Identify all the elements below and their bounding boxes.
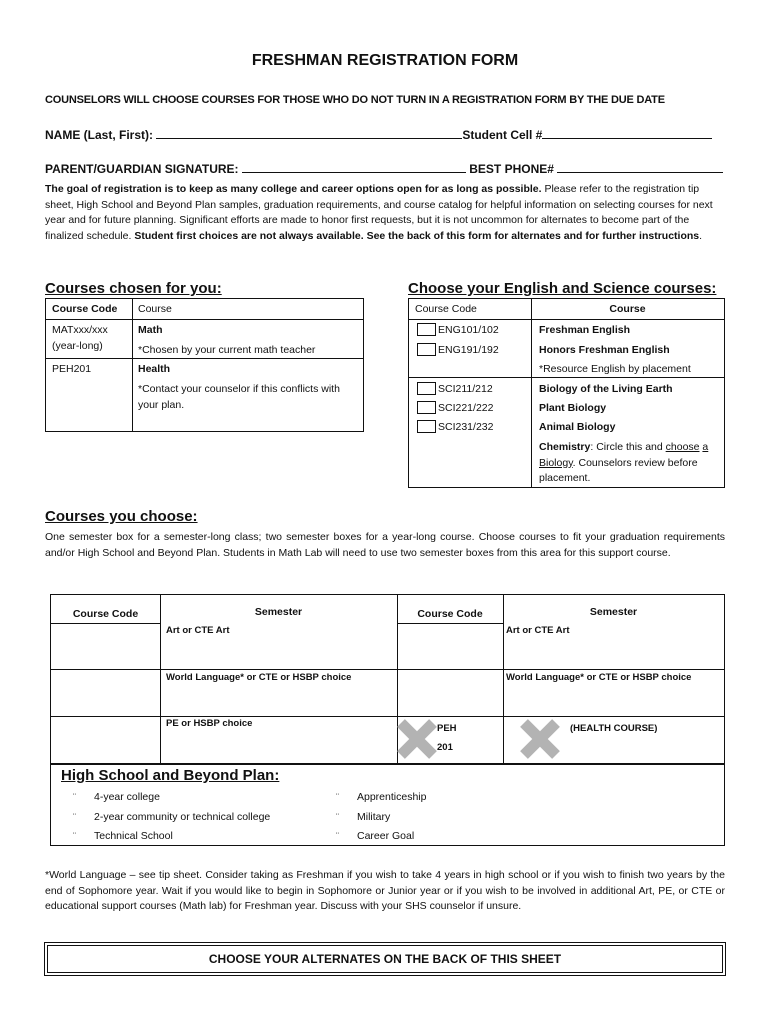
row3-code-right-1: PEH (437, 723, 457, 734)
hsbp-option[interactable]: ¨ Apprenticeship (336, 791, 427, 803)
row3-left-label: PE or HSBP choice (166, 718, 253, 729)
es-col-course: Course (609, 303, 646, 315)
science-course: Biology of the Living Earth (539, 383, 673, 395)
goal-bold-2: Student first choices are not always available. See the back of this form for alternates and for further instructions (134, 229, 700, 242)
row1-right-label: Art or CTE Art (506, 625, 570, 636)
best-phone-field[interactable] (557, 162, 723, 173)
chem-link-1: choose (665, 441, 700, 453)
chosen-row-code: MATxxx/xxx (52, 324, 108, 336)
chosen-row-note: *Chosen by your current math teacher (138, 344, 316, 356)
hsbp-option[interactable]: ¨ 4-year college (73, 791, 160, 803)
science-course: Plant Biology (539, 402, 607, 414)
chosen-row-course: Health (138, 363, 171, 375)
english-row-1 (417, 323, 499, 339)
goal-paragraph (45, 182, 725, 244)
english-course: Honors Freshman English (539, 344, 670, 356)
science-row-1 (417, 382, 493, 398)
chosen-col-course: Course (138, 303, 172, 315)
form-title: FRESHMAN REGISTRATION FORM (251, 52, 519, 69)
hsbp-option[interactable]: ¨ 2-year community or technical college (73, 810, 271, 823)
parent-sig-field[interactable] (242, 162, 466, 173)
col-sem-left: Semester (254, 606, 303, 618)
name-field[interactable] (156, 128, 462, 139)
hsbp-heading: High School and Beyond Plan: (61, 767, 280, 784)
parent-line (45, 162, 723, 176)
goal-bold: The goal of registration is to keep as many college and career options open for as long as possible. (45, 183, 542, 195)
counselor-notice: COUNSELORS WILL CHOOSE COURSES FOR THOSE WHO DO NOT TURN IN A REGISTRATION FORM BY THE DUE DATE (45, 94, 665, 106)
science-checkbox[interactable] (417, 382, 436, 395)
english-science-table (408, 298, 725, 488)
english-course: Freshman English (539, 324, 631, 336)
chosen-row-code: PEH201 (52, 363, 92, 375)
science-code: SCI231/232 (438, 421, 494, 433)
best-phone-label: BEST PHONE# (469, 162, 554, 176)
row3-right-label: (HEALTH COURSE) (570, 723, 658, 734)
chem-bold: Chemistry (539, 441, 591, 453)
col-code-right: Course Code (417, 608, 483, 620)
chosen-table (45, 298, 364, 432)
goal-end: . (699, 229, 703, 242)
english-code: ENG191/192 (438, 344, 499, 356)
name-line (45, 128, 712, 142)
student-cell-label: Student Cell # (462, 128, 543, 142)
x-mark-icon (520, 719, 560, 759)
name-label: NAME (Last, First): (45, 128, 153, 142)
chosen-col-code: Course Code (52, 303, 118, 315)
row1-left-label: Art or CTE Art (166, 625, 230, 636)
hsbp-right-list (336, 790, 426, 845)
hsbp-option[interactable]: ¨ Career Goal (336, 830, 415, 842)
science-code: SCI221/222 (438, 402, 494, 414)
chemistry-note (539, 440, 719, 487)
alternates-box (44, 942, 726, 976)
chem-link-2: a Biology (539, 441, 709, 469)
hsbp-option[interactable]: ¨ Technical School (73, 830, 173, 842)
english-checkbox[interactable] (417, 343, 436, 356)
col-code-left: Course Code (72, 608, 139, 620)
english-note: *Resource English by placement (539, 363, 691, 375)
goal-text: Please refer to the registration tip sheet, High School and Beyond Plan samples, graduation requirements, and course catalog for helpful information on selecting courses for next year and for future planning. Significant efforts are made to honor first requests, but it is not uncommon for alternates to become part of the finalized schedule. (45, 183, 713, 242)
row2-right-label: World Language* or CTE or HSBP choice (506, 672, 692, 683)
you-choose-table (50, 594, 725, 846)
science-row-3 (417, 420, 493, 436)
english-checkbox[interactable] (417, 323, 436, 336)
row2-left-label: World Language* or CTE or HSBP choice (166, 672, 352, 683)
chem-text-2: . Counselors review before placement. (539, 456, 698, 484)
science-checkbox[interactable] (417, 420, 436, 433)
english-code: ENG101/102 (438, 324, 499, 336)
chosen-row-code-note: (year-long) (52, 340, 103, 352)
x-mark-icon (397, 719, 437, 759)
you-choose-description: One semester box for a semester-long class; two semester boxes for a year-long course. Choose courses to fit your graduation requirements and/or High School and Beyond Plan. Students in Math Lab will need to use two semester boxes from this area for this support course. (45, 531, 725, 559)
col-sem-right: Semester (589, 606, 638, 618)
chosen-row-note: *Contact your counselor if this conflicts with your plan. (138, 383, 340, 411)
student-cell-field[interactable] (542, 128, 712, 139)
english-row-2 (417, 343, 499, 359)
english-science-heading: Choose your English and Science courses: (408, 280, 717, 297)
parent-sig-label: PARENT/GUARDIAN SIGNATURE: (45, 162, 239, 176)
hsbp-option[interactable]: ¨ Military (336, 810, 391, 823)
es-col-code: Course Code (415, 303, 477, 315)
alternates-text: CHOOSE YOUR ALTERNATES ON THE BACK OF THIS SHEET (208, 952, 562, 966)
chosen-row-course: Math (138, 324, 163, 336)
science-code: SCI211/212 (438, 383, 493, 395)
you-choose-heading: Courses you choose: (45, 508, 198, 525)
row3-code-right-2: 201 (437, 742, 453, 753)
chem-text: : Circle this and (590, 441, 666, 453)
science-checkbox[interactable] (417, 401, 436, 414)
science-row-2 (417, 401, 493, 417)
world-language-footnote: *World Language – see tip sheet. Consider taking as Freshman if you wish to take 4 years in high school or if you wish to finish two years by the end of Sophomore year. Wait if you would like to begin in Sophomore or Junior year or if you wish to be involved in additional Art, PE, or CTE or educational support courses (Math lab) for Freshman year. Discuss with your SHS counselor if unsure. (45, 869, 725, 912)
chosen-heading: Courses chosen for you: (45, 280, 222, 297)
science-course: Animal Biology (539, 421, 616, 433)
hsbp-left-list (73, 790, 270, 845)
